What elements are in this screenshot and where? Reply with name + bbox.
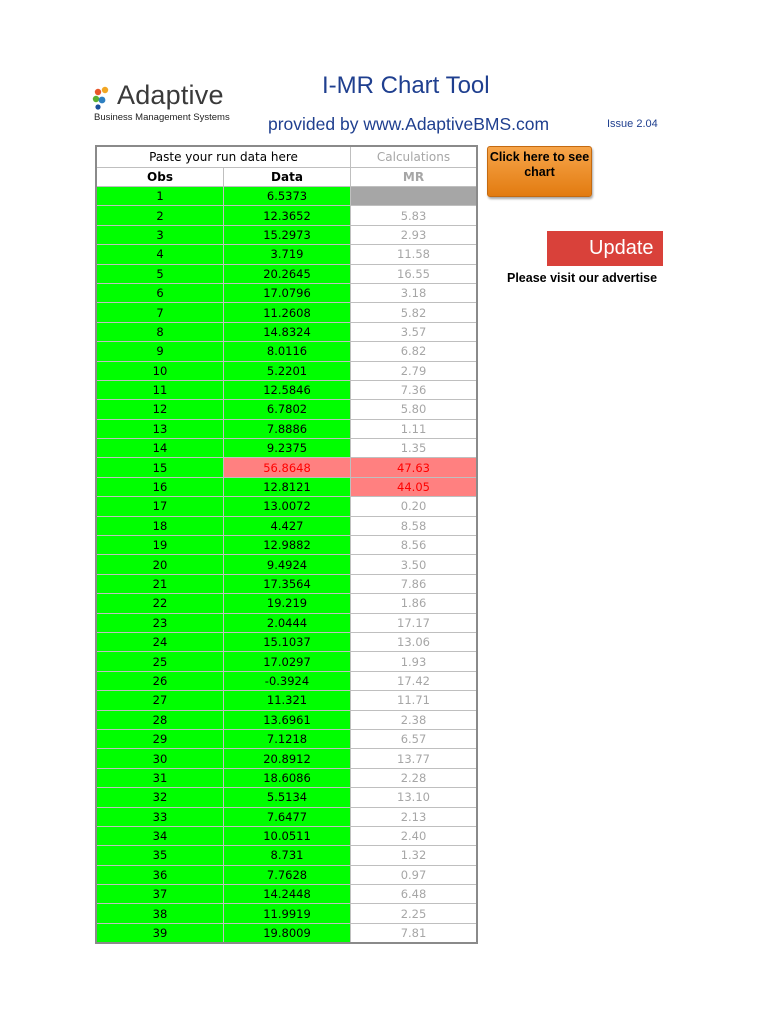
obs-cell: 24 — [96, 632, 224, 651]
mr-cell: 7.86 — [351, 574, 478, 593]
table-row — [96, 826, 477, 845]
mr-cell: 13.77 — [351, 749, 478, 768]
data-cell[interactable]: 9.4924 — [224, 555, 351, 574]
table-row — [96, 885, 477, 904]
table-row — [96, 749, 477, 768]
data-cell[interactable]: 4.427 — [224, 516, 351, 535]
obs-cell: 23 — [96, 613, 224, 632]
data-cell[interactable]: 17.3564 — [224, 574, 351, 593]
mr-cell: 7.81 — [351, 923, 478, 943]
obs-cell: 11 — [96, 380, 224, 399]
mr-cell: 6.82 — [351, 342, 478, 361]
data-cell[interactable]: 8.0116 — [224, 342, 351, 361]
mr-cell: 6.48 — [351, 885, 478, 904]
brand-tagline: Business Management Systems — [94, 112, 230, 123]
table-row — [96, 516, 477, 535]
mr-cell: 16.55 — [351, 264, 478, 283]
data-cell[interactable]: 19.8009 — [224, 923, 351, 943]
data-cell[interactable]: 14.2448 — [224, 885, 351, 904]
mr-cell: 1.11 — [351, 419, 478, 438]
obs-cell: 32 — [96, 788, 224, 807]
obs-cell: 36 — [96, 865, 224, 884]
issue-label: Issue 2.04 — [607, 118, 658, 130]
data-column-header: Data — [224, 168, 351, 187]
advert-text: Please visit our advertise — [507, 271, 658, 285]
obs-cell: 2 — [96, 206, 224, 225]
obs-cell: 13 — [96, 419, 224, 438]
mr-cell: 2.28 — [351, 768, 478, 787]
obs-cell: 30 — [96, 749, 224, 768]
mr-cell: 1.32 — [351, 846, 478, 865]
obs-cell: 15 — [96, 458, 224, 477]
data-cell[interactable]: 7.7628 — [224, 865, 351, 884]
mr-cell: 11.71 — [351, 691, 478, 710]
data-cell[interactable]: 6.5373 — [224, 187, 351, 206]
mr-cell: 5.80 — [351, 400, 478, 419]
data-cell[interactable]: 15.2973 — [224, 225, 351, 244]
data-cell[interactable]: 8.731 — [224, 846, 351, 865]
obs-cell: 4 — [96, 245, 224, 264]
mr-cell: 2.38 — [351, 710, 478, 729]
data-cell[interactable]: 10.0511 — [224, 826, 351, 845]
table-row — [96, 671, 477, 690]
mr-cell: 17.17 — [351, 613, 478, 632]
mr-cell: 6.57 — [351, 729, 478, 748]
data-cell[interactable]: 56.8648 — [224, 458, 351, 477]
obs-cell: 20 — [96, 555, 224, 574]
mr-cell: 1.35 — [351, 439, 478, 458]
obs-cell: 8 — [96, 322, 224, 341]
obs-cell: 5 — [96, 264, 224, 283]
table-row — [96, 574, 477, 593]
obs-cell: 27 — [96, 691, 224, 710]
table-row — [96, 206, 477, 225]
obs-cell: 39 — [96, 923, 224, 943]
obs-cell: 25 — [96, 652, 224, 671]
mr-cell: 13.06 — [351, 632, 478, 651]
mr-cell: 3.18 — [351, 283, 478, 302]
obs-cell: 19 — [96, 536, 224, 555]
table-row — [96, 361, 477, 380]
data-cell[interactable]: 12.8121 — [224, 477, 351, 496]
mr-cell: 1.86 — [351, 594, 478, 613]
data-cell[interactable]: 12.3652 — [224, 206, 351, 225]
table-row — [96, 632, 477, 651]
mr-cell: 2.40 — [351, 826, 478, 845]
column-header-row — [96, 168, 477, 187]
obs-cell: 33 — [96, 807, 224, 826]
mr-cell: 44.05 — [351, 477, 478, 496]
table-header-row — [96, 146, 477, 168]
data-cell[interactable]: 11.321 — [224, 691, 351, 710]
obs-column-header: Obs — [96, 168, 224, 187]
table-row — [96, 594, 477, 613]
obs-cell: 38 — [96, 904, 224, 923]
table-row — [96, 245, 477, 264]
see-chart-button[interactable]: Click here to see chart — [487, 146, 592, 197]
mr-column-header: MR — [351, 168, 478, 187]
data-cell[interactable]: 15.1037 — [224, 632, 351, 651]
data-cell[interactable]: 12.5846 — [224, 380, 351, 399]
table-row — [96, 613, 477, 632]
obs-cell: 26 — [96, 671, 224, 690]
table-row — [96, 710, 477, 729]
run-data-table — [95, 145, 478, 944]
table-row — [96, 419, 477, 438]
mr-cell: 11.58 — [351, 245, 478, 264]
table-row — [96, 768, 477, 787]
data-cell[interactable]: 13.6961 — [224, 710, 351, 729]
mr-cell: 2.25 — [351, 904, 478, 923]
data-cell[interactable]: 14.8324 — [224, 322, 351, 341]
data-cell[interactable]: 17.0297 — [224, 652, 351, 671]
mr-cell: 2.13 — [351, 807, 478, 826]
data-cell[interactable]: 9.2375 — [224, 439, 351, 458]
table-row — [96, 303, 477, 322]
table-row — [96, 458, 477, 477]
table-row — [96, 904, 477, 923]
obs-cell: 31 — [96, 768, 224, 787]
mr-cell: 3.50 — [351, 555, 478, 574]
obs-cell: 10 — [96, 361, 224, 380]
data-cell[interactable]: 11.9919 — [224, 904, 351, 923]
data-cell[interactable]: 17.0796 — [224, 283, 351, 302]
table-row — [96, 555, 477, 574]
mr-cell: 13.10 — [351, 788, 478, 807]
mr-cell: 0.20 — [351, 497, 478, 516]
data-cell[interactable]: 20.2645 — [224, 264, 351, 283]
obs-cell: 17 — [96, 497, 224, 516]
table-row — [96, 652, 477, 671]
table-row — [96, 807, 477, 826]
paste-data-header: Paste your run data here — [96, 146, 351, 168]
obs-cell: 21 — [96, 574, 224, 593]
table-row — [96, 923, 477, 943]
table-row — [96, 400, 477, 419]
obs-cell: 14 — [96, 439, 224, 458]
obs-cell: 18 — [96, 516, 224, 535]
update-button[interactable]: Update — [547, 231, 663, 266]
data-cell[interactable]: 11.2608 — [224, 303, 351, 322]
mr-cell: 1.93 — [351, 652, 478, 671]
mr-cell: 5.82 — [351, 303, 478, 322]
obs-cell: 22 — [96, 594, 224, 613]
table-row — [96, 536, 477, 555]
data-cell[interactable]: 7.1218 — [224, 729, 351, 748]
mr-cell: 7.36 — [351, 380, 478, 399]
obs-cell: 1 — [96, 187, 224, 206]
obs-cell: 35 — [96, 846, 224, 865]
mr-cell — [351, 187, 478, 206]
page-title: I-MR Chart Tool — [322, 72, 490, 99]
table-row — [96, 225, 477, 244]
data-cell[interactable]: 7.6477 — [224, 807, 351, 826]
obs-cell: 16 — [96, 477, 224, 496]
data-cell[interactable]: 2.0444 — [224, 613, 351, 632]
table-row — [96, 264, 477, 283]
data-cell[interactable]: 12.9882 — [224, 536, 351, 555]
provider-link[interactable]: provided by www.AdaptiveBMS.com — [268, 114, 550, 134]
table-row — [96, 439, 477, 458]
table-row — [96, 322, 477, 341]
obs-cell: 37 — [96, 885, 224, 904]
data-cell[interactable]: 3.719 — [224, 245, 351, 264]
table-row — [96, 729, 477, 748]
mr-cell: 47.63 — [351, 458, 478, 477]
mr-cell: 2.93 — [351, 225, 478, 244]
data-cell[interactable]: 5.2201 — [224, 361, 351, 380]
data-cell[interactable]: 7.8886 — [224, 419, 351, 438]
brand-name: Adaptive — [117, 80, 224, 110]
table-row — [96, 865, 477, 884]
table-row — [96, 846, 477, 865]
obs-cell: 6 — [96, 283, 224, 302]
logo-dots-icon — [92, 86, 116, 110]
mr-cell: 8.58 — [351, 516, 478, 535]
mr-cell: 5.83 — [351, 206, 478, 225]
table-row — [96, 342, 477, 361]
data-cell[interactable]: 18.6086 — [224, 768, 351, 787]
obs-cell: 12 — [96, 400, 224, 419]
data-cell[interactable]: 6.7802 — [224, 400, 351, 419]
obs-cell: 7 — [96, 303, 224, 322]
mr-cell: 0.97 — [351, 865, 478, 884]
calculations-header: Calculations — [351, 146, 478, 168]
obs-cell: 3 — [96, 225, 224, 244]
data-cell[interactable]: 5.5134 — [224, 788, 351, 807]
table-row — [96, 788, 477, 807]
table-row — [96, 380, 477, 399]
data-cell[interactable]: 13.0072 — [224, 497, 351, 516]
obs-cell: 28 — [96, 710, 224, 729]
table-row — [96, 691, 477, 710]
mr-cell: 3.57 — [351, 322, 478, 341]
table-row — [96, 477, 477, 496]
mr-cell: 2.79 — [351, 361, 478, 380]
mr-cell: 8.56 — [351, 536, 478, 555]
obs-cell: 34 — [96, 826, 224, 845]
table-row — [96, 187, 477, 206]
table-row — [96, 283, 477, 302]
data-cell[interactable]: 20.8912 — [224, 749, 351, 768]
mr-cell: 17.42 — [351, 671, 478, 690]
obs-cell: 29 — [96, 729, 224, 748]
obs-cell: 9 — [96, 342, 224, 361]
table-row — [96, 497, 477, 516]
data-cell[interactable]: -0.3924 — [224, 671, 351, 690]
data-cell[interactable]: 19.219 — [224, 594, 351, 613]
